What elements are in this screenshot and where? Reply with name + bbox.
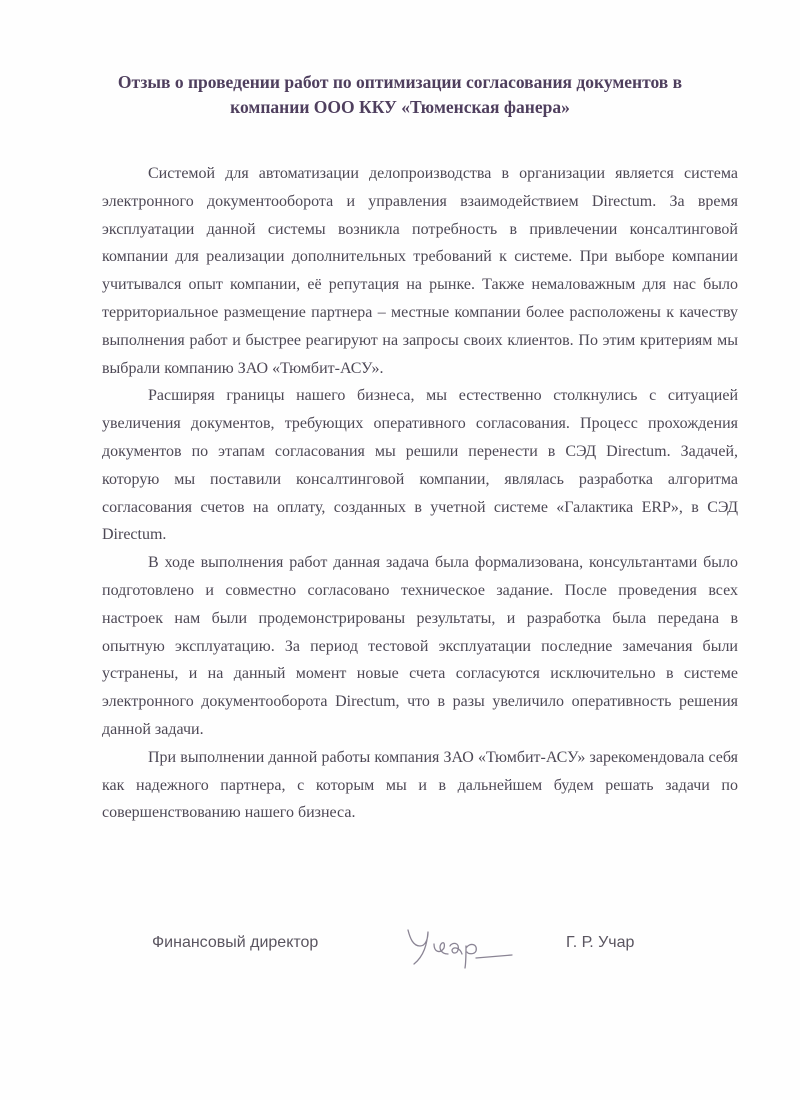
letter-title: Отзыв о проведении работ по оптимизации согласования документов в компании ООО ККУ «Тюменская фанера» <box>117 72 683 117</box>
signature-block <box>0 924 800 974</box>
paragraph-4: При выполнении данной работы компания ЗАО «Тюмбит-АСУ» зарекомендовала себя как надежного партнера, с которым мы и в дальнейшем будем решать задачи по совершенствованию нашего бизнеса. <box>102 748 738 822</box>
signer-position: Финансовый директор <box>152 934 319 951</box>
handwritten-signature <box>404 924 516 970</box>
paragraph-3: В ходе выполнения работ данная задача была формализована, консультантами было подготовлено и совместно согласовано техническое задание. После проведения всех настроек нам были продемонстрированы результаты, и разработка была передана в опытную эксплуатацию. За период тестовой эксплуатации последние замечания были устранены, и на данный момент новые счета согласуются исключительно в системе электронного документооборота Directum, что в разы увеличило оперативность решения данной задачи. <box>102 554 738 738</box>
signer-name: Г. Р. Учар <box>566 934 635 951</box>
paragraph-1: Системой для автоматизации делопроизводства в организации является система электронного документооборота и управления взаимодействием Directum. За время эксплуатации данной системы возникла потребность в привлечении консалтинговой компании для реализации дополнительных требований к системе. При выборе компании учитывался опыт компании, её репутация на рынке. Также немаловажным для нас было территориальное размещение партнера – местные компании более расположены к качеству выполнения работ и быстрее реагируют на запросы своих клиентов. По этим критериям мы выбрали компанию ЗАО «Тюмбит-АСУ». <box>102 165 738 377</box>
letter-body <box>102 160 738 827</box>
paragraph-2: Расширяя границы нашего бизнеса, мы естественно столкнулись с ситуацией увеличения документов, требующих оперативного согласования. Процесс прохождения документов по этапам согласования мы решили перенести в СЭД Directum. Задачей, которую мы поставили консалтинговой компании, являлась разработка алгоритма согласования счетов на оплату, созданных в учетной системе «Галактика ERP», в СЭД Directum. <box>102 387 738 544</box>
